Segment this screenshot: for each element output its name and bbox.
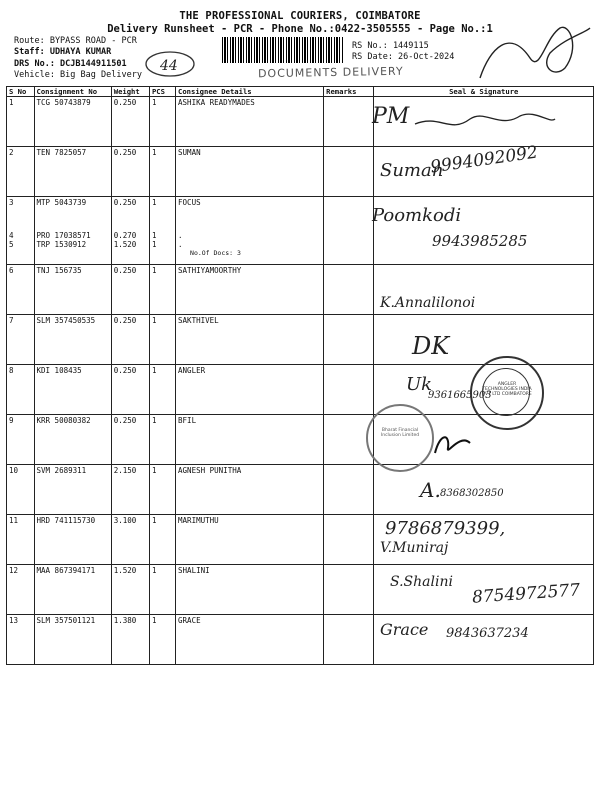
vehicle-label: Vehicle: Big Bag Delivery — [14, 70, 142, 80]
cell-weight: 3.100 — [111, 515, 149, 565]
cell-sno: 3 4 5 — [7, 197, 35, 265]
cell-consignee: SUMAN — [176, 147, 324, 197]
phone-row-11: 9786879399, — [385, 518, 506, 539]
cell-remarks — [324, 97, 374, 147]
cell-consignee: MARIMUTHU — [176, 515, 324, 565]
signature-row-2: Suman — [380, 160, 444, 181]
cell-consignment: MAA 867394171 — [34, 565, 111, 615]
cell-weight: 0.250 — [111, 365, 149, 415]
table-row — [7, 515, 594, 565]
cell-pcs: 1 — [149, 565, 175, 615]
cell-consignment: TCG 50743879 — [34, 97, 111, 147]
cell-sno: 2 — [7, 147, 35, 197]
cell-remarks — [324, 315, 374, 365]
signature-row-7: DK — [412, 332, 450, 360]
cell-weight: 0.250 0.270 1.520 — [111, 197, 149, 265]
documents-delivery-stamp: DOCUMENTS DELIVERY — [257, 64, 404, 81]
cell-sno: 7 — [7, 315, 35, 365]
cell-weight: 0.250 — [111, 147, 149, 197]
cell-remarks — [324, 515, 374, 565]
cell-pcs: 1 — [149, 315, 175, 365]
cell-consignment: SVM 2689311 — [34, 465, 111, 515]
cell-remarks — [324, 147, 374, 197]
header-signature — [470, 8, 595, 98]
phone-row-13: 9843637234 — [446, 626, 529, 641]
cell-remarks — [324, 465, 374, 515]
cell-weight: 0.250 — [111, 415, 149, 465]
route-label: Route: BYPASS ROAD - PCR — [14, 36, 137, 46]
cell-consignee: FOCUS . . No.Of Docs: 3 — [176, 197, 324, 265]
phone-row-3: 9943985285 — [432, 232, 528, 250]
cell-weight: 1.520 — [111, 565, 149, 615]
angler-company-seal: ANGLER TECHNOLOGIES INDIA PVT LTD COIMBATORE — [470, 356, 544, 430]
col-pcs: PCS — [149, 87, 175, 97]
cell-pcs: 1 1 1 — [149, 197, 175, 265]
cell-consignment: TEN 7825057 — [34, 147, 111, 197]
signature-row-6: K.Annalilonoi — [380, 295, 476, 311]
cell-consignment: SLM 357450535 — [34, 315, 111, 365]
cell-weight: 0.250 — [111, 97, 149, 147]
cell-sno: 12 — [7, 565, 35, 615]
col-weight: Weight — [111, 87, 149, 97]
signature-row-10: A. — [420, 478, 441, 502]
cell-pcs: 1 — [149, 147, 175, 197]
cell-consignment: MTP 5043739 PRO 17038571 TRP 1530912 — [34, 197, 111, 265]
phone-row-8: 9361665903 — [428, 390, 492, 401]
cell-sno: 8 — [7, 365, 35, 415]
handwritten-count: 44 — [160, 58, 178, 74]
cell-sno: 6 — [7, 265, 35, 315]
table-row — [7, 197, 594, 265]
signature-row-11: V.Muniraj — [380, 540, 449, 556]
cell-sno: 11 — [7, 515, 35, 565]
cell-remarks — [324, 265, 374, 315]
cell-pcs: 1 — [149, 415, 175, 465]
cell-weight: 0.250 — [111, 265, 149, 315]
rs-number: RS No.: 1449115 — [352, 41, 429, 51]
cell-consignee: GRACE — [176, 615, 324, 665]
cell-consignee: ASHIKA READYMADES — [176, 97, 324, 147]
cell-consignee: ANGLER — [176, 365, 324, 415]
signature-row-12: S.Shalini — [390, 574, 453, 590]
signature-row-13: Grace — [380, 620, 429, 639]
cell-consignment: KDI 108435 — [34, 365, 111, 415]
cell-sno: 10 — [7, 465, 35, 515]
cell-weight: 1.380 — [111, 615, 149, 665]
signature-underline-6 — [378, 314, 518, 315]
cell-remarks — [324, 615, 374, 665]
cell-consignee: SHALINI — [176, 565, 324, 615]
signature-row-1: PM — [372, 104, 410, 129]
docs-count: No.Of Docs: 3 — [190, 249, 241, 257]
company-title: THE PROFESSIONAL COURIERS, COIMBATORE — [179, 10, 421, 22]
phone-row-10: 8368302850 — [440, 488, 504, 499]
table-row — [7, 465, 594, 515]
bfil-company-seal: Bharat Financial Inclusion Limited — [366, 404, 434, 472]
cell-pcs: 1 — [149, 465, 175, 515]
phone-row-2: 9994092092 — [429, 142, 540, 178]
cell-remarks — [324, 565, 374, 615]
col-consignment: Consignment No — [34, 87, 111, 97]
col-remarks: Remarks — [324, 87, 374, 97]
cell-remarks — [324, 365, 374, 415]
signature-scribble-1 — [410, 104, 560, 144]
cell-pcs: 1 — [149, 615, 175, 665]
cell-sno: 13 — [7, 615, 35, 665]
cell-consignee: SATHIYAMOORTHY — [176, 265, 324, 315]
cell-consignee: SAKTHIVEL — [176, 315, 324, 365]
cell-consignee: BFIL — [176, 415, 324, 465]
cell-pcs: 1 — [149, 515, 175, 565]
cell-consignment: HRD 741115730 — [34, 515, 111, 565]
signature-row-8: Uk — [406, 374, 433, 395]
phone-row-12: 8754972577 — [471, 580, 581, 608]
staff-label: Staff: UDHAYA KUMAR — [14, 47, 112, 57]
table-header — [7, 87, 594, 97]
table-row — [7, 265, 594, 315]
col-consignee: Consignee Details — [176, 87, 324, 97]
signature-scribble-9 — [430, 428, 480, 458]
cell-consignment: KRR 50080382 — [34, 415, 111, 465]
cell-pcs: 1 — [149, 365, 175, 415]
cell-consignment: TNJ 156735 — [34, 265, 111, 315]
cell-weight: 2.150 — [111, 465, 149, 515]
barcode — [222, 37, 344, 63]
signature-row-3: Poomkodi — [372, 205, 462, 226]
cell-sno: 9 — [7, 415, 35, 465]
col-sno: S No — [7, 87, 35, 97]
cell-sno: 1 — [7, 97, 35, 147]
runsheet-subtitle: Delivery Runsheet - PCR - Phone No.:0422-3505555 - Page No.:1 — [107, 23, 493, 35]
drs-label: DRS No.: DCJB144911501 — [14, 59, 127, 69]
cell-pcs: 1 — [149, 265, 175, 315]
cell-consignment: SLM 357501121 — [34, 615, 111, 665]
col-seal: Seal & Signature — [374, 87, 594, 97]
rs-date: RS Date: 26-Oct-2024 — [352, 52, 455, 62]
cell-weight: 0.250 — [111, 315, 149, 365]
cell-remarks — [324, 197, 374, 265]
cell-signature — [374, 315, 594, 365]
cell-pcs: 1 — [149, 97, 175, 147]
handwritten-count-mark — [140, 44, 200, 80]
cell-consignee: AGNESH PUNITHA — [176, 465, 324, 515]
